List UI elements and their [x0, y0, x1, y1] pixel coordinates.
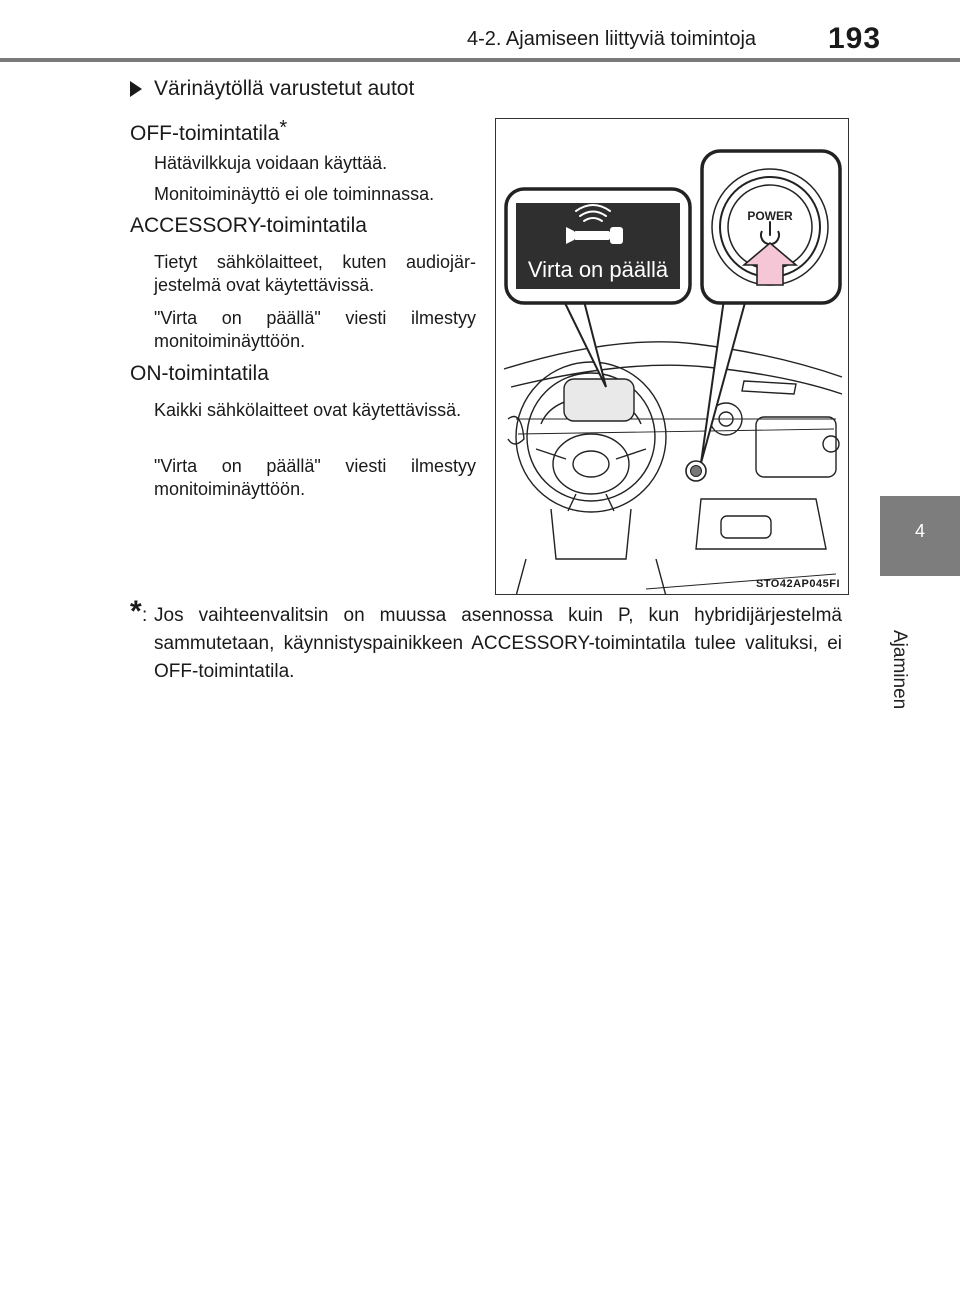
display-message-text: Virta on päällä	[527, 257, 669, 282]
chapter-tab	[880, 496, 960, 576]
mode-title-off	[130, 115, 287, 146]
header-divider	[0, 58, 960, 62]
mode-title-accessory: ACCESSORY-toimintatila	[130, 214, 367, 237]
paragraph: "Virta on päällä" viesti ilmestyy monitoiminäyttöön.	[154, 456, 476, 499]
footnote-text: Jos vaihteenvalitsin on muussa asennossa kuin P, kun hybridijärjestelmä sammutetaan, käynnistyspainikkeen ACCESSORY-toimintatila tulee valituksi, ei OFF-toimintatila.	[154, 605, 842, 682]
mode-title-on: ON-toimintatila	[130, 362, 269, 385]
footnote	[130, 595, 842, 686]
section-heading-text: Värinäytöllä varustetut autot	[154, 77, 415, 100]
footnote-colon: :	[142, 605, 148, 626]
power-button-label: POWER	[747, 209, 793, 223]
chapter-number: 4	[914, 521, 925, 541]
dashboard-illustration	[495, 118, 849, 595]
footnote-marker: *	[279, 117, 288, 139]
section-heading	[130, 77, 414, 101]
chapter-label: Ajaminen	[889, 630, 910, 710]
paragraph: "Virta on päällä" viesti ilmestyy monitoiminäyttöön.	[154, 308, 476, 351]
figure-code: STO42AP045FI	[755, 578, 840, 590]
footnote-marker: *	[130, 595, 142, 628]
paragraph: Monitoiminäyttö ei ole toiminnassa.	[154, 184, 435, 204]
page-number: 193	[828, 22, 882, 55]
paragraph: Hätävilkkuja voidaan käyttää.	[154, 153, 388, 173]
triangle-bullet-icon	[130, 81, 142, 97]
paragraph: Tietyt sähkölaitteet, kuten audiojärjestelmä ovat käytettävissä.	[154, 252, 476, 295]
dashboard-drawing	[496, 119, 849, 595]
mode-title-off-text: OFF-toimintatila	[130, 122, 280, 145]
header-section-title: 4-2. Ajamiseen liittyviä toimintoja	[467, 28, 757, 50]
paragraph: Kaikki sähkölaitteet ovat käytettävissä.	[154, 400, 462, 420]
